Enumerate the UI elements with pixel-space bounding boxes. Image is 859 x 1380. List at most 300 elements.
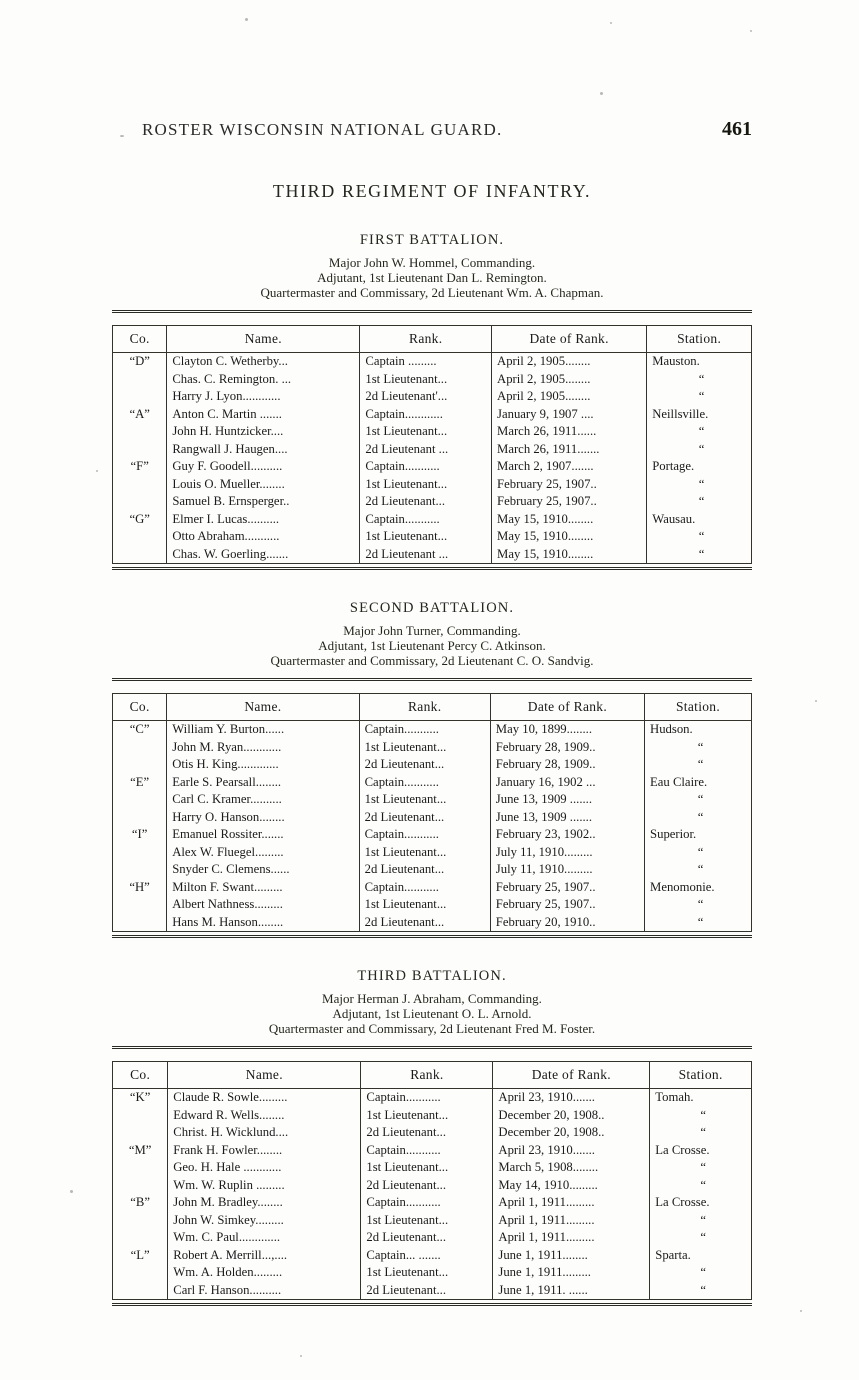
cell-name: Samuel B. Ernsperger.. bbox=[167, 493, 360, 511]
table-row bbox=[113, 476, 752, 494]
table-row bbox=[113, 388, 752, 406]
battalion-block bbox=[112, 232, 752, 570]
cell-date-of-rank: April 2, 1905........ bbox=[492, 353, 647, 371]
cell-station bbox=[650, 1159, 752, 1177]
ditto-mark: “ bbox=[700, 1160, 707, 1174]
cell-company bbox=[113, 1264, 168, 1282]
cell-company bbox=[113, 739, 167, 757]
table-row bbox=[113, 1177, 752, 1195]
battalion-block bbox=[112, 968, 752, 1306]
roster-table bbox=[112, 693, 752, 931]
battalion-title: SECOND BATTALION. bbox=[349, 600, 515, 616]
cell-name: Otis H. King............. bbox=[167, 756, 359, 774]
cell-date-of-rank: July 11, 1910......... bbox=[490, 861, 644, 879]
cell-date-of-rank: April 23, 1910....... bbox=[493, 1142, 650, 1160]
cell-company bbox=[113, 371, 167, 389]
ditto-mark: “ bbox=[697, 862, 705, 876]
cell-station bbox=[647, 423, 752, 441]
cell-company bbox=[113, 493, 167, 511]
cell-rank: 2d Lieutenant ... bbox=[360, 441, 492, 459]
cell-company bbox=[113, 528, 167, 546]
cell-name: Chas. C. Remington. ... bbox=[167, 371, 360, 389]
cell-rank: Captain... ....... bbox=[361, 1247, 493, 1265]
cell-station bbox=[650, 1107, 752, 1125]
table-row bbox=[113, 546, 752, 564]
scan-speck bbox=[300, 1355, 302, 1357]
table-row bbox=[113, 511, 752, 529]
cell-company: “B” bbox=[113, 1194, 168, 1212]
cell-name: Alex W. Fluegel......... bbox=[167, 844, 359, 862]
cell-date-of-rank: February 25, 1907.. bbox=[490, 879, 644, 897]
battalion-staff-line: Quartermaster and Commissary, 2d Lieutenant Wm. A. Chapman. bbox=[260, 285, 604, 300]
cell-name: John H. Huntzicker.... bbox=[167, 423, 360, 441]
cell-date-of-rank: June 13, 1909 ....... bbox=[490, 791, 644, 809]
cell-company bbox=[113, 756, 167, 774]
cell-company bbox=[113, 388, 167, 406]
cell-date-of-rank: June 1, 1911......... bbox=[493, 1264, 650, 1282]
cell-company bbox=[113, 1107, 168, 1125]
table-row bbox=[113, 423, 752, 441]
cell-name: Wm. A. Holden......... bbox=[168, 1264, 361, 1282]
cell-rank: 1st Lieutenant... bbox=[361, 1159, 493, 1177]
ditto-mark: “ bbox=[698, 546, 706, 561]
cell-station: Eau Claire. bbox=[645, 774, 752, 792]
cell-station bbox=[647, 371, 752, 389]
ditto-mark: “ bbox=[700, 1125, 707, 1139]
ditto-mark: “ bbox=[697, 792, 705, 806]
roster-table bbox=[112, 1061, 752, 1299]
cell-rank: Captain........... bbox=[359, 774, 490, 792]
ditto-mark: “ bbox=[700, 1265, 707, 1279]
cell-date-of-rank: March 2, 1907....... bbox=[492, 458, 647, 476]
cell-company: “C” bbox=[113, 721, 167, 739]
cell-name: Clayton C. Wetherby... bbox=[167, 353, 360, 371]
cell-station bbox=[645, 791, 752, 809]
cell-rank: 1st Lieutenant... bbox=[360, 528, 492, 546]
cell-date-of-rank: April 2, 1905........ bbox=[492, 371, 647, 389]
table-row bbox=[113, 879, 752, 897]
cell-rank: Captain........... bbox=[359, 721, 490, 739]
cell-name: Earle S. Pearsall........ bbox=[167, 774, 359, 792]
ditto-mark: “ bbox=[700, 1230, 707, 1244]
cell-rank: Captain........... bbox=[361, 1089, 493, 1107]
scan-speck bbox=[750, 30, 752, 32]
cell-date-of-rank: February 28, 1909.. bbox=[490, 756, 644, 774]
table-header-row bbox=[113, 694, 752, 721]
cell-date-of-rank: May 15, 1910........ bbox=[492, 528, 647, 546]
cell-name: Louis O. Mueller........ bbox=[167, 476, 360, 494]
table-top-rule bbox=[112, 1046, 752, 1049]
cell-name: Anton C. Martin ....... bbox=[167, 406, 360, 424]
cell-rank: Captain........... bbox=[359, 879, 490, 897]
page-content bbox=[112, 118, 752, 1306]
cell-station bbox=[650, 1124, 752, 1142]
table-row bbox=[113, 353, 752, 371]
table-row bbox=[113, 914, 752, 932]
cell-name: John M. Ryan............ bbox=[167, 739, 359, 757]
cell-rank: 2d Lieutenant'... bbox=[360, 388, 492, 406]
cell-company bbox=[113, 1177, 168, 1195]
table-bottom-rule bbox=[112, 567, 752, 570]
cell-station bbox=[645, 809, 752, 827]
cell-name: Albert Nathness......... bbox=[167, 896, 359, 914]
cell-name: Carl C. Kramer.......... bbox=[167, 791, 359, 809]
cell-name: Geo. H. Hale ............ bbox=[168, 1159, 361, 1177]
cell-date-of-rank: May 15, 1910........ bbox=[492, 546, 647, 564]
cell-name: Emanuel Rossiter....... bbox=[167, 826, 359, 844]
cell-company: “M” bbox=[113, 1142, 168, 1160]
column-header-station: Station. bbox=[650, 1062, 752, 1089]
cell-company: “L” bbox=[113, 1247, 168, 1265]
column-header-date: Date of Rank. bbox=[492, 326, 647, 353]
cell-rank: 2d Lieutenant ... bbox=[360, 546, 492, 564]
ditto-mark: “ bbox=[700, 1212, 707, 1227]
table-row bbox=[113, 406, 752, 424]
cell-date-of-rank: March 5, 1908........ bbox=[493, 1159, 650, 1177]
table-row bbox=[113, 1282, 752, 1300]
cell-rank: Captain........... bbox=[361, 1194, 493, 1212]
scan-speck bbox=[245, 18, 248, 21]
table-row bbox=[113, 458, 752, 476]
cell-rank: Captain........... bbox=[361, 1142, 493, 1160]
battalion-staff-line: Major John W. Hommel, Commanding. bbox=[328, 255, 536, 270]
cell-company bbox=[113, 476, 167, 494]
running-head bbox=[112, 118, 752, 143]
column-header-station: Station. bbox=[645, 694, 752, 721]
cell-name: John W. Simkey......... bbox=[168, 1212, 361, 1230]
table-bottom-rule bbox=[112, 1303, 752, 1306]
cell-date-of-rank: March 26, 1911...... bbox=[492, 423, 647, 441]
column-header-rank: Rank. bbox=[359, 694, 490, 721]
battalion-list bbox=[112, 232, 752, 1306]
cell-company bbox=[113, 809, 167, 827]
column-header-co: Co. bbox=[113, 326, 167, 353]
column-header-date: Date of Rank. bbox=[493, 1062, 650, 1089]
table-row bbox=[113, 493, 752, 511]
table-row bbox=[113, 1124, 752, 1142]
cell-name: Rangwall J. Haugen.... bbox=[167, 441, 360, 459]
table-row bbox=[113, 861, 752, 879]
column-header-station: Station. bbox=[647, 326, 752, 353]
battalion-staff-line: Quartermaster and Commissary, 2d Lieutenant Fred M. Foster. bbox=[268, 1021, 596, 1036]
scan-speck bbox=[600, 92, 603, 95]
cell-company: “I” bbox=[113, 826, 167, 844]
cell-date-of-rank: April 1, 1911......... bbox=[493, 1229, 650, 1247]
cell-company bbox=[113, 423, 167, 441]
cell-name: Frank H. Fowler........ bbox=[168, 1142, 361, 1160]
cell-date-of-rank: February 25, 1907.. bbox=[490, 896, 644, 914]
cell-company: “F” bbox=[113, 458, 167, 476]
cell-name: Christ. H. Wicklund.... bbox=[168, 1124, 361, 1142]
cell-station: Mauston. bbox=[647, 353, 752, 371]
cell-station bbox=[650, 1212, 752, 1230]
cell-rank: 2d Lieutenant... bbox=[361, 1177, 493, 1195]
table-row bbox=[113, 896, 752, 914]
cell-date-of-rank: April 1, 1911......... bbox=[493, 1212, 650, 1230]
cell-name: Harry J. Lyon............ bbox=[167, 388, 360, 406]
cell-station bbox=[645, 896, 752, 914]
cell-company bbox=[113, 1282, 168, 1300]
battalion-staff-line: Adjutant, 1st Lieutenant Dan L. Remington. bbox=[317, 270, 547, 285]
cell-station bbox=[645, 844, 752, 862]
cell-rank: 1st Lieutenant... bbox=[361, 1264, 493, 1282]
cell-rank: Captain ......... bbox=[360, 353, 492, 371]
cell-rank: 2d Lieutenant... bbox=[361, 1282, 493, 1300]
cell-station bbox=[645, 756, 752, 774]
cell-rank: 1st Lieutenant... bbox=[361, 1212, 493, 1230]
roster-table-wrapper bbox=[112, 693, 752, 932]
cell-name: John M. Bradley........ bbox=[168, 1194, 361, 1212]
column-header-name: Name. bbox=[168, 1062, 361, 1089]
cell-station: Wausau. bbox=[647, 511, 752, 529]
cell-name: Carl F. Hanson.......... bbox=[168, 1282, 361, 1300]
table-row bbox=[113, 844, 752, 862]
table-row bbox=[113, 441, 752, 459]
table-top-rule bbox=[112, 678, 752, 681]
table-row bbox=[113, 1089, 752, 1107]
cell-station: Menomonie. bbox=[645, 879, 752, 897]
cell-name: Edward R. Wells........ bbox=[168, 1107, 361, 1125]
cell-rank: 1st Lieutenant... bbox=[359, 844, 490, 862]
cell-station: Portage. bbox=[647, 458, 752, 476]
cell-company: “D” bbox=[113, 353, 167, 371]
ditto-mark: “ bbox=[697, 897, 705, 911]
cell-name: Otto Abraham........... bbox=[167, 528, 360, 546]
scan-speck bbox=[96, 470, 98, 472]
cell-date-of-rank: February 25, 1907.. bbox=[492, 493, 647, 511]
cell-station bbox=[650, 1229, 752, 1247]
ditto-mark: “ bbox=[697, 844, 705, 859]
ditto-mark: “ bbox=[700, 1282, 707, 1297]
ditto-mark: “ bbox=[698, 441, 706, 456]
cell-rank: 2d Lieutenant... bbox=[359, 914, 490, 932]
cell-station bbox=[647, 493, 752, 511]
table-row bbox=[113, 826, 752, 844]
cell-rank: 1st Lieutenant... bbox=[360, 423, 492, 441]
table-header-row bbox=[113, 1062, 752, 1089]
cell-station bbox=[645, 861, 752, 879]
cell-company bbox=[113, 844, 167, 862]
table-row bbox=[113, 1159, 752, 1177]
cell-date-of-rank: April 23, 1910....... bbox=[493, 1089, 650, 1107]
cell-company bbox=[113, 1124, 168, 1142]
cell-company: “G” bbox=[113, 511, 167, 529]
roster-table-wrapper bbox=[112, 325, 752, 564]
cell-rank: 1st Lieutenant... bbox=[359, 896, 490, 914]
table-row bbox=[113, 1194, 752, 1212]
cell-rank: Captain............ bbox=[360, 406, 492, 424]
cell-date-of-rank: May 14, 1910......... bbox=[493, 1177, 650, 1195]
cell-name: Wm. C. Paul............. bbox=[168, 1229, 361, 1247]
cell-station bbox=[650, 1177, 752, 1195]
roster-table bbox=[112, 325, 752, 563]
cell-station bbox=[647, 476, 752, 494]
table-row bbox=[113, 1264, 752, 1282]
battalion-staff-line: Major Herman J. Abraham, Commanding. bbox=[322, 991, 542, 1006]
cell-rank: 2d Lieutenant... bbox=[359, 756, 490, 774]
ditto-mark: “ bbox=[698, 424, 706, 438]
cell-name: Elmer I. Lucas.......... bbox=[167, 511, 360, 529]
battalion-staff-line: Adjutant, 1st Lieutenant O. L. Arnold. bbox=[332, 1006, 532, 1021]
roster-table-wrapper bbox=[112, 1061, 752, 1300]
table-row bbox=[113, 756, 752, 774]
cell-name: Guy F. Goodell.......... bbox=[167, 458, 360, 476]
document-title: THIRD REGIMENT OF INFANTRY. bbox=[272, 181, 592, 201]
ditto-mark: “ bbox=[700, 1107, 707, 1122]
cell-company bbox=[113, 914, 167, 932]
cell-date-of-rank: June 1, 1911. ...... bbox=[493, 1282, 650, 1300]
cell-name: Robert A. Merrill...,.... bbox=[168, 1247, 361, 1265]
ditto-mark: “ bbox=[698, 476, 706, 491]
ditto-mark: “ bbox=[697, 757, 705, 771]
table-header-row bbox=[113, 326, 752, 353]
cell-name: Milton F. Swant......... bbox=[167, 879, 359, 897]
column-header-name: Name. bbox=[167, 694, 359, 721]
cell-station: Sparta. bbox=[650, 1247, 752, 1265]
cell-rank: Captain........... bbox=[359, 826, 490, 844]
cell-name: Wm. W. Ruplin ......... bbox=[168, 1177, 361, 1195]
cell-date-of-rank: April 1, 1911......... bbox=[493, 1194, 650, 1212]
cell-rank: Captain........... bbox=[360, 458, 492, 476]
cell-date-of-rank: December 20, 1908.. bbox=[493, 1107, 650, 1125]
cell-company bbox=[113, 546, 167, 564]
page-number: 461 bbox=[722, 118, 752, 140]
column-header-co: Co. bbox=[113, 694, 167, 721]
cell-company: “A” bbox=[113, 406, 167, 424]
scan-speck bbox=[70, 1190, 73, 1193]
scan-speck bbox=[815, 700, 817, 702]
cell-date-of-rank: March 26, 1911....... bbox=[492, 441, 647, 459]
cell-date-of-rank: February 28, 1909.. bbox=[490, 739, 644, 757]
ditto-mark: “ bbox=[698, 529, 706, 543]
cell-station bbox=[647, 528, 752, 546]
cell-station bbox=[650, 1264, 752, 1282]
cell-company: “K” bbox=[113, 1089, 168, 1107]
cell-company bbox=[113, 1159, 168, 1177]
ditto-mark: “ bbox=[698, 389, 706, 403]
table-row bbox=[113, 1212, 752, 1230]
cell-rank: 1st Lieutenant... bbox=[359, 739, 490, 757]
cell-date-of-rank: February 20, 1910.. bbox=[490, 914, 644, 932]
cell-rank: 1st Lieutenant... bbox=[360, 476, 492, 494]
cell-station bbox=[650, 1282, 752, 1300]
cell-name: Hans M. Hanson........ bbox=[167, 914, 359, 932]
cell-name: Claude R. Sowle......... bbox=[168, 1089, 361, 1107]
column-header-rank: Rank. bbox=[360, 326, 492, 353]
cell-date-of-rank: January 16, 1902 ... bbox=[490, 774, 644, 792]
cell-company: “H” bbox=[113, 879, 167, 897]
table-row bbox=[113, 809, 752, 827]
cell-date-of-rank: June 13, 1909 ....... bbox=[490, 809, 644, 827]
cell-name: Snyder C. Clemens...... bbox=[167, 861, 359, 879]
table-row bbox=[113, 739, 752, 757]
column-header-name: Name. bbox=[167, 326, 360, 353]
battalion-staff-line: Quartermaster and Commissary, 2d Lieutenant C. O. Sandvig. bbox=[270, 653, 594, 668]
cell-station bbox=[647, 546, 752, 564]
cell-rank: 1st Lieutenant... bbox=[359, 791, 490, 809]
cell-company bbox=[113, 1212, 168, 1230]
battalion-title: THIRD BATTALION. bbox=[357, 968, 507, 984]
table-row bbox=[113, 1107, 752, 1125]
cell-station bbox=[647, 441, 752, 459]
ditto-mark: “ bbox=[697, 739, 705, 754]
table-top-rule bbox=[112, 310, 752, 313]
cell-date-of-rank: July 11, 1910......... bbox=[490, 844, 644, 862]
cell-station: La Crosse. bbox=[650, 1194, 752, 1212]
ditto-mark: “ bbox=[700, 1177, 707, 1192]
cell-name: William Y. Burton...... bbox=[167, 721, 359, 739]
battalion-staff-line: Major John Turner, Commanding. bbox=[343, 623, 521, 638]
column-header-date: Date of Rank. bbox=[490, 694, 644, 721]
cell-date-of-rank: February 25, 1907.. bbox=[492, 476, 647, 494]
battalion-block bbox=[112, 600, 752, 938]
cell-company bbox=[113, 896, 167, 914]
cell-rank: 2d Lieutenant... bbox=[360, 493, 492, 511]
cell-date-of-rank: June 1, 1911........ bbox=[493, 1247, 650, 1265]
cell-rank: Captain........... bbox=[360, 511, 492, 529]
cell-rank: 1st Lieutenant... bbox=[360, 371, 492, 389]
table-row bbox=[113, 774, 752, 792]
battalion-title: FIRST BATTALION. bbox=[359, 232, 505, 248]
cell-date-of-rank: February 23, 1902.. bbox=[490, 826, 644, 844]
table-row bbox=[113, 1229, 752, 1247]
cell-company bbox=[113, 861, 167, 879]
column-header-rank: Rank. bbox=[361, 1062, 493, 1089]
cell-date-of-rank: May 10, 1899........ bbox=[490, 721, 644, 739]
column-header-co: Co. bbox=[113, 1062, 168, 1089]
ditto-mark: “ bbox=[698, 371, 706, 386]
ditto-mark: “ bbox=[698, 494, 706, 508]
table-row bbox=[113, 528, 752, 546]
cell-rank: 2d Lieutenant... bbox=[361, 1229, 493, 1247]
table-row bbox=[113, 721, 752, 739]
cell-station: Superior. bbox=[645, 826, 752, 844]
cell-company bbox=[113, 1229, 168, 1247]
ditto-mark: “ bbox=[697, 809, 705, 824]
scan-speck bbox=[800, 1310, 802, 1312]
cell-station bbox=[645, 739, 752, 757]
table-row bbox=[113, 1247, 752, 1265]
cell-company bbox=[113, 791, 167, 809]
cell-company bbox=[113, 441, 167, 459]
cell-date-of-rank: April 2, 1905........ bbox=[492, 388, 647, 406]
cell-station: Hudson. bbox=[645, 721, 752, 739]
cell-rank: 1st Lieutenant... bbox=[361, 1107, 493, 1125]
table-row bbox=[113, 791, 752, 809]
cell-rank: 2d Lieutenant... bbox=[361, 1124, 493, 1142]
ditto-mark: “ bbox=[697, 914, 705, 929]
table-row bbox=[113, 1142, 752, 1160]
cell-name: Harry O. Hanson........ bbox=[167, 809, 359, 827]
cell-date-of-rank: May 15, 1910........ bbox=[492, 511, 647, 529]
cell-station bbox=[645, 914, 752, 932]
running-title: ROSTER WISCONSIN NATIONAL GUARD. bbox=[142, 120, 503, 139]
cell-date-of-rank: January 9, 1907 .... bbox=[492, 406, 647, 424]
cell-date-of-rank: December 20, 1908.. bbox=[493, 1124, 650, 1142]
cell-station bbox=[647, 388, 752, 406]
cell-company: “E” bbox=[113, 774, 167, 792]
battalion-staff-line: Adjutant, 1st Lieutenant Percy C. Atkinson. bbox=[318, 638, 546, 653]
cell-station: Neillsville. bbox=[647, 406, 752, 424]
table-row bbox=[113, 371, 752, 389]
cell-station: Tomah. bbox=[650, 1089, 752, 1107]
cell-name: Chas. W. Goerling....... bbox=[167, 546, 360, 564]
cell-station: La Crosse. bbox=[650, 1142, 752, 1160]
cell-rank: 2d Lieutenant... bbox=[359, 861, 490, 879]
cell-rank: 2d Lieutenant... bbox=[359, 809, 490, 827]
table-bottom-rule bbox=[112, 935, 752, 938]
scan-speck bbox=[610, 22, 612, 24]
